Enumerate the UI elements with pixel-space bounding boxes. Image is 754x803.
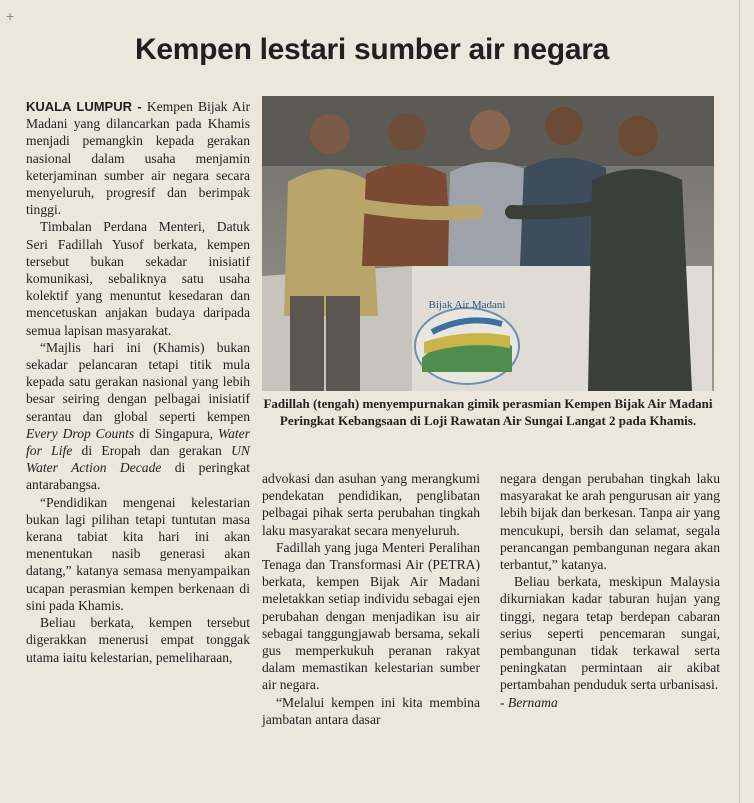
- article-paragraph: [26, 339, 250, 494]
- article-paragraph: Beliau berkata, meskipun Malaysia dikurniakan kadar taburan hujan yang tinggi, negara tetap berdepan cabaran serius seperti pencemaran sungai, pembangunan tidak terkawal serta peningkatan permintaan air akibat pertambahan penduduk serta urbanisasi.: [500, 574, 720, 693]
- article-paragraph: advokasi dan asuhan yang merangkumi pendekatan pendidikan, penglibatan pelbagai pihak serta perubahan tingkah laku masyarakat secara menyeluruh.: [262, 471, 480, 538]
- campaign-name: UN Water Action Decade: [26, 443, 250, 476]
- paragraph-text: di Singapura,: [134, 425, 219, 441]
- article-photo: [262, 96, 714, 391]
- paragraph-text: di Eropah dan gerakan: [72, 443, 232, 459]
- paragraph-text: di peringkat antarabangsa.: [26, 460, 250, 493]
- article-column-3: [500, 470, 720, 711]
- photo-banner-text: Bijak Air Madani: [428, 299, 506, 311]
- article-paragraph: Timbalan Perdana Menteri, Datuk Seri Fadillah Yusof berkata, kempen tersebut bukan sekadar inisiatif komunikasi, sebaliknya satu usaha kolektif yang menuntut kesedaran dan mencetuskan anjakan budaya daripada semua lapisan masyarakat.: [26, 219, 250, 338]
- article-paragraph: [26, 98, 250, 218]
- crop-mark-icon: +: [6, 8, 15, 24]
- paragraph-text: Kempen Bijak Air Madani yang dilancarkan pada Khamis menjadi pemangkin kepada gerakan nasional dalam usaha menjamin keterjaminan sumber air negara secara menyeluruh, progresif dan berimpak tinggi.: [26, 99, 250, 218]
- article-column-1: [26, 98, 250, 666]
- article-paragraph: Fadillah yang juga Menteri Peralihan Tenaga dan Transformasi Air (PETRA) berkata, kempen Bijak Air Madani meletakkan setiap individu sebagai ejen perubahan dengan menjadikan isu air sebagai tanggungjawab bersama, sekali gus memperkukuh peranan rakyat dalam memastikan kelestarian sumber air negara.: [262, 539, 480, 693]
- ceremony-photo-illustration: [262, 96, 714, 391]
- article-headline: Kempen lestari sumber air negara: [135, 33, 609, 66]
- article-paragraph: “Melalui kempen ini kita membina jambatan antara dasar: [262, 694, 480, 727]
- dateline: KUALA LUMPUR -: [26, 99, 142, 114]
- photo-caption: Fadillah (tengah) menyempurnakan gimik perasmian Kempen Bijak Air Madani Peringkat Kebangsaan di Loji Rawatan Air Sungai Langat 2 pada Khamis.: [263, 396, 713, 428]
- campaign-name: Every Drop Counts: [26, 425, 135, 441]
- paragraph-text: “Majlis hari ini (Khamis) bukan sekadar pelancaran tetapi titik mula kepada satu gerakan nasional yang lebih besar seiring dengan pelbagai inisiatif serantau dan global seperti kempen: [26, 339, 250, 424]
- column-rule: [739, 0, 740, 803]
- credit-text: - Bernama: [500, 694, 558, 710]
- article-paragraph: Beliau berkata, kempen tersebut digerakkan menerusi empat tonggak utama iaitu kelestarian, pemeliharaan,: [26, 615, 250, 665]
- campaign-name: Water for Life: [26, 425, 250, 459]
- article-credit: [500, 694, 720, 711]
- article-paragraph: “Pendidikan mengenai kelestarian bukan lagi pilihan tetapi tuntutan masa kerana tabiat kita hari ini akan menentukan nasib generasi akan datang,” katanya semasa menyampaikan ucapan perasmian kempen berkenaan di sini pada Khamis.: [26, 494, 250, 613]
- article-column-2: [262, 470, 480, 728]
- article-paragraph: negara dengan perubahan tingkah laku masyarakat ke arah pengurusan air yang lebih bijak dan berkesan. Tanpa air yang mencukupi, bersih dan selamat, segala perancangan pembangunan negara akan terbantut,” katanya.: [500, 471, 720, 573]
